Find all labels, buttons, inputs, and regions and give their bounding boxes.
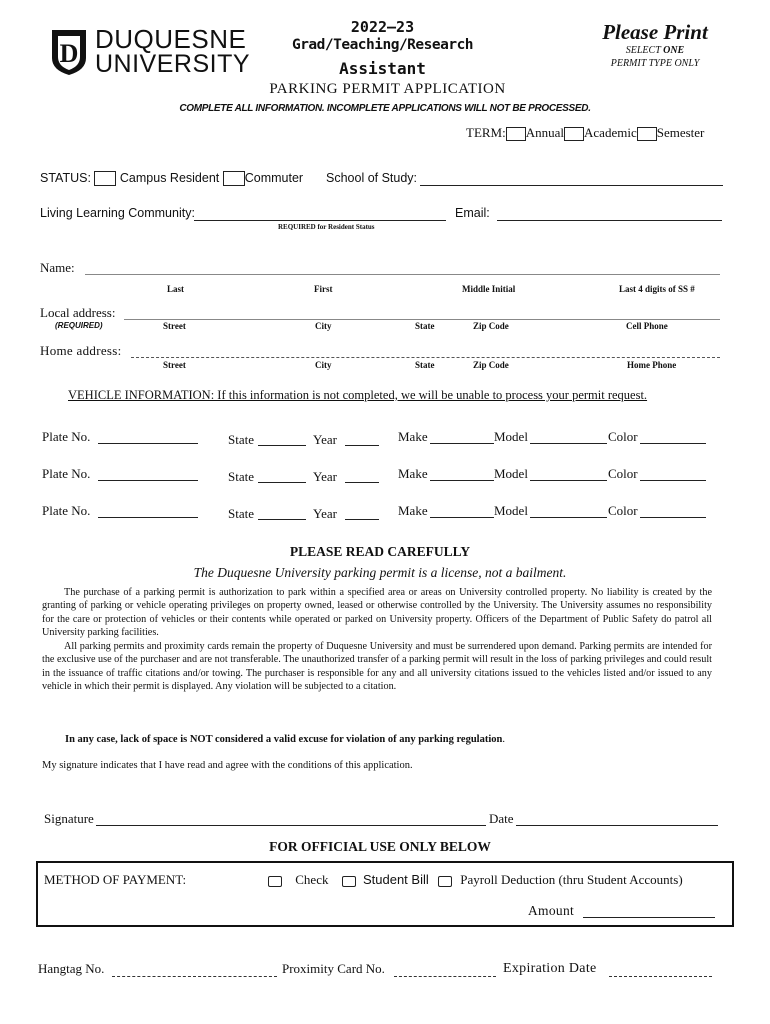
local-phone-caption: Cell Phone: [626, 321, 668, 331]
make-field-1[interactable]: [430, 429, 494, 444]
status-commuter-checkbox[interactable]: [223, 171, 245, 186]
form-role2: Assistant: [339, 59, 426, 78]
term-semester-checkbox[interactable]: [637, 127, 657, 141]
select-one-note: [585, 44, 725, 70]
status-resident-label: Campus Resident: [119, 171, 220, 185]
signature-label: Signature: [44, 811, 94, 826]
logo-line2: UNIVERSITY: [95, 50, 251, 78]
term-annual-checkbox[interactable]: [506, 127, 526, 141]
year-field-1[interactable]: [345, 431, 379, 446]
name-first-caption: First: [314, 284, 333, 294]
year-field-3[interactable]: [345, 505, 379, 520]
color-field-1[interactable]: [640, 429, 706, 444]
local-zip-caption: Zip Code: [473, 321, 509, 331]
model-field-1[interactable]: [530, 429, 607, 444]
logo-line1: DUQUESNE: [95, 24, 247, 54]
vehicle-heading: VEHICLE INFORMATION: If this information is not completed, we will be unable to process your permit request.: [68, 388, 648, 402]
official-use-box: [36, 861, 734, 927]
school-of-study-field[interactable]: [420, 171, 723, 186]
university-logo: [50, 24, 251, 78]
status-label: STATUS:: [40, 171, 91, 185]
check-checkbox[interactable]: [268, 876, 282, 887]
status-row: [40, 171, 303, 186]
form-title: PARKING PERMIT APPLICATION: [269, 81, 506, 97]
vehicle-row-2: [0, 466, 770, 486]
status-commuter-label: Commuter: [244, 171, 304, 185]
payroll-label: Payroll Deduction (thru Student Accounts): [460, 872, 683, 887]
state-field-3[interactable]: [258, 505, 306, 520]
please-print: Please Print: [602, 20, 708, 44]
color-label: Color: [608, 429, 638, 444]
read-carefully-heading: PLEASE READ CAREFULLY: [289, 544, 471, 559]
email-label: Email:: [455, 206, 490, 220]
make-field-2[interactable]: [430, 466, 494, 481]
llc-required-note: REQUIRED for Resident Status: [278, 223, 375, 231]
hangtag-field[interactable]: [112, 962, 277, 977]
select-one: ONE: [663, 45, 685, 56]
plate-field-2[interactable]: [98, 466, 198, 481]
check-label: Check: [295, 872, 329, 887]
date-field[interactable]: [516, 811, 718, 826]
permit-type-only: PERMIT TYPE ONLY: [610, 58, 700, 69]
lack-of-space-text: In any case, lack of space is NOT considered a valid excuse for violation of any parking regulation: [65, 734, 503, 745]
form-role: Grad/Teaching/Research: [291, 37, 474, 53]
plate-field-1[interactable]: [98, 429, 198, 444]
home-address-label: Home address:: [40, 343, 122, 358]
payroll-checkbox[interactable]: [438, 876, 452, 887]
plate-field-3[interactable]: [98, 503, 198, 518]
school-of-study-label: School of Study:: [326, 171, 418, 185]
name-middle-caption: Middle Initial: [462, 284, 516, 294]
amount-label: Amount: [528, 903, 575, 918]
home-address-field[interactable]: [131, 343, 720, 358]
expiration-date-field[interactable]: [609, 962, 712, 977]
local-city-caption: City: [315, 321, 332, 331]
color-label: Color: [608, 503, 638, 518]
llc-label: Living Learning Community:: [40, 206, 195, 220]
agreement-statement: My signature indicates that I have read and agree with the conditions of this application.: [42, 760, 413, 771]
year-field-2[interactable]: [345, 468, 379, 483]
svg-text:D: D: [59, 39, 79, 68]
plate-label: Plate No.: [42, 429, 91, 444]
model-field-3[interactable]: [530, 503, 607, 518]
license-statement: The Duquesne University parking permit is a license, not a bailment.: [193, 565, 567, 580]
make-field-3[interactable]: [430, 503, 494, 518]
local-state-caption: State: [415, 321, 435, 331]
home-zip-caption: Zip Code: [473, 360, 509, 370]
terms-paragraph-1: The purchase of a parking permit is authorization to park within a specified area or areas on University controlled property. No liability is created by the granting of parking or vehicle operating privileges on property owned, leased or otherwise controlled by the University. The University assumes no responsibility for the care or protection of vehicles or their contents while operated or parked on University property. Officers of the Department of Public Safety do patrol all University parking facilities.: [42, 587, 712, 638]
signature-field[interactable]: [96, 811, 486, 826]
year-label: Year: [313, 506, 337, 521]
term-academic-checkbox[interactable]: [564, 127, 584, 141]
year-label: Year: [313, 432, 337, 447]
vehicle-row-3: [0, 503, 770, 523]
home-state-caption: State: [415, 360, 435, 370]
term-academic-label: Academic: [584, 125, 637, 140]
term-row: [466, 125, 704, 141]
state-field-2[interactable]: [258, 468, 306, 483]
student-bill-label: Student Bill: [362, 872, 429, 887]
make-label: Make: [398, 466, 428, 481]
home-phone-caption: Home Phone: [627, 360, 677, 370]
select-prefix: SELECT: [625, 45, 664, 56]
make-label: Make: [398, 503, 428, 518]
date-label: Date: [489, 811, 514, 826]
home-city-caption: City: [315, 360, 332, 370]
state-label: State: [228, 469, 254, 484]
amount-field[interactable]: [583, 903, 715, 918]
terms-paragraph-2: All parking permits and proximity cards remain the property of Duquesne University and must be surrendered upon demand. Parking permits are intended for the exclusive use of the purchaser and are not transferable. The unauthorized transfer of a parking permit will result in the loss of parking privileges and could result in the issuance of traffic citations and/or towing. The purchaser is responsible for any and all university citations issued to the vehicles listed and/or issued to any vehicle in which their permit is displayed. Any violation will be subjected to a citation.: [42, 641, 712, 692]
local-address-label: Local address:: [40, 305, 116, 320]
model-label: Model: [494, 429, 528, 444]
state-label: State: [228, 506, 254, 521]
make-label: Make: [398, 429, 428, 444]
state-label: State: [228, 432, 254, 447]
payment-method-label: METHOD OF PAYMENT:: [44, 872, 187, 887]
proximity-card-field[interactable]: [394, 962, 496, 977]
plate-label: Plate No.: [42, 503, 91, 518]
status-resident-checkbox[interactable]: [94, 171, 116, 186]
incomplete-notice: COMPLETE ALL INFORMATION. INCOMPLETE APPLICATIONS WILL NOT BE PROCESSED.: [179, 103, 591, 114]
shield-logo-icon: [50, 28, 88, 76]
proximity-card-label: Proximity Card No.: [282, 961, 385, 976]
name-last-caption: Last: [167, 284, 185, 294]
model-label: Model: [494, 503, 528, 518]
local-required-caption: (REQUIRED): [55, 321, 103, 330]
vehicle-row-1: [0, 429, 770, 449]
color-field-3[interactable]: [640, 503, 706, 518]
lack-of-space-notice: [65, 734, 505, 745]
term-semester-label: Semester: [656, 125, 705, 140]
year-label: Year: [313, 469, 337, 484]
home-street-caption: Street: [163, 360, 186, 370]
student-bill-checkbox[interactable]: [342, 876, 356, 887]
llc-field[interactable]: [194, 206, 446, 221]
name-label: Name:: [40, 260, 75, 275]
term-annual-label: Annual: [525, 125, 565, 140]
term-label: TERM:: [466, 125, 506, 140]
name-field[interactable]: [85, 260, 720, 275]
expiration-date-label: Expiration Date: [503, 961, 597, 976]
local-address-field[interactable]: [124, 305, 720, 320]
lack-of-space-period: .: [502, 734, 505, 745]
email-field[interactable]: [497, 206, 722, 221]
name-ss-caption: Last 4 digits of SS #: [619, 284, 695, 294]
payment-options: [268, 872, 683, 888]
model-field-2[interactable]: [530, 466, 607, 481]
hangtag-label: Hangtag No.: [38, 961, 105, 976]
form-year: 2022–23: [350, 18, 415, 36]
official-use-heading: FOR OFFICIAL USE ONLY BELOW: [269, 839, 491, 854]
color-label: Color: [608, 466, 638, 481]
model-label: Model: [494, 466, 528, 481]
local-street-caption: Street: [163, 321, 186, 331]
plate-label: Plate No.: [42, 466, 91, 481]
color-field-2[interactable]: [640, 466, 706, 481]
state-field-1[interactable]: [258, 431, 306, 446]
